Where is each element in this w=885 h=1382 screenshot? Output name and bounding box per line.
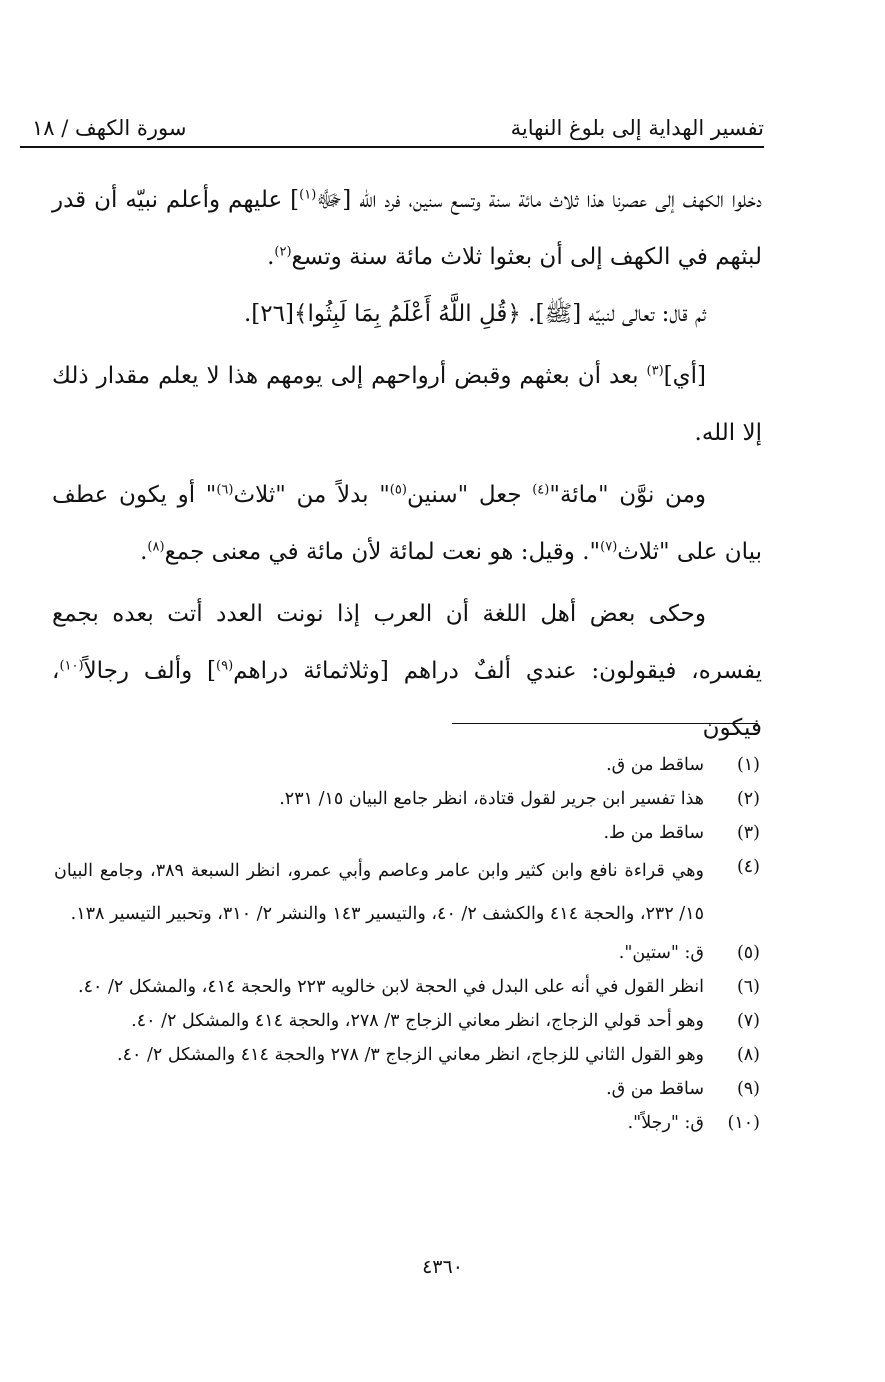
main-text (52, 172, 762, 757)
footnote-ref: (٨) (147, 539, 165, 555)
footnote-ref: (٥) (389, 482, 407, 498)
honorific-glyph: ﷺ (544, 301, 573, 327)
footnote-number: (٨) (736, 1045, 760, 1065)
footnote-item (54, 936, 760, 970)
footnote-text: وهو أحد قولي الزجاج، انظر معاني الزجاج ٣/ ٢٧٨، والحجة ٤١٤ والمشكل ٢/ ٤٠. (131, 1011, 704, 1031)
honorific-glyph: ﷻ (316, 187, 343, 213)
book-title: تفسير الهداية إلى بلوغ النهاية (510, 116, 764, 140)
footnote-separator (452, 723, 758, 724)
footnote-ref: (١) (299, 187, 317, 203)
footnote-number: (٧) (736, 1011, 760, 1031)
footnote-number: (٩) (736, 1079, 760, 1099)
footnote-number: (٤) (736, 857, 760, 877)
footnote-item (54, 748, 760, 782)
surah-label: سورة الكهف / ١٨ (32, 116, 187, 140)
footnotes (54, 748, 760, 1140)
paragraph-3: [أي]$^{(٣)}$ بعد أن بعثهم وقبض أرواحهم إلى يومهم هذا لا يعلم مقدار ذلك إلا الله. (52, 363, 762, 446)
footnote-ref: (٤) (532, 482, 550, 498)
footnote-number: (٢) (736, 789, 760, 809)
footnote-text: ساقط من ق. (606, 1079, 704, 1099)
footnote-item (54, 1004, 760, 1038)
footnote-item (54, 850, 760, 936)
page-number: ٤٣٦٠ (422, 1256, 463, 1278)
footnote-item (54, 782, 760, 816)
footnote-text: ساقط من ق. (606, 755, 704, 775)
paragraph-1: دخلوا الكهف إلى عصرنا هذا ثلاث مائة سنة وتسع سنين، فرد الله [ﷻ$^{(١)}$] عليهم وأعلم نبيّه أن قدر لبثهم في الكهف إلى أن بعثوا ثلاث مائة سنة وتسع$^{(٢)}$. (52, 187, 762, 270)
footnote-text: ق: "ستين". (618, 943, 704, 963)
footnote-item (54, 816, 760, 850)
footnote-text: وهو القول الثاني للزجاج، انظر معاني الزجاج ٣/ ٢٧٨ والحجة ٤١٤ والمشكل ٢/ ٤٠. (117, 1045, 704, 1065)
footnote-number: (٥) (736, 943, 760, 963)
footnote-ref: (١٠) (59, 658, 84, 674)
quran-verse: ﴿قُلِ اللَّهُ أَعْلَمُ بِمَا لَبِثُوا﴾ (294, 301, 521, 327)
footnote-item (54, 1072, 760, 1106)
paragraph-5: وحكى بعض أهل اللغة أن العرب إذا نونت العدد أتت بعده بجمع يفسره، فيقولون: عندي ألفٌ دراهم [وثلاثمائة دراهم$^{(٩)}$] وألف رجالاً$^{(١٠)}$، فيكون (52, 601, 762, 741)
footnote-ref: (٦) (216, 482, 234, 498)
paragraph-2: ثم قال: تعالى لنبيّه [ﷺ]. ﴿قُلِ اللَّهُ أَعْلَمُ بِمَا لَبِثُوا﴾[٢٦]. (244, 301, 706, 327)
footnote-ref: (٣) (646, 363, 664, 379)
footnote-ref: (٧) (600, 539, 618, 555)
footnote-item (54, 1106, 760, 1140)
running-header (32, 100, 764, 140)
footnote-number: (١) (736, 755, 760, 775)
footnote-ref: (٢) (274, 244, 292, 260)
footnote-number: (٣) (736, 823, 760, 843)
footnote-number: (٦) (736, 977, 760, 997)
footnote-item (54, 1038, 760, 1072)
footnote-text: وهي قراءة نافع وابن كثير وابن عامر وعاصم وأبي عمرو، انظر السبعة ٣٨٩، وجامع البيان ١٥/ ٢٣٢، والحجة ٤١٤ والكشف ٢/ ٤٠، والتيسير ١٤٣ والنشر ٢/ ٣١٠، وتحبير التيسير ١٣٨. (54, 861, 704, 924)
footnote-ref: (٩) (216, 658, 234, 674)
header-rule (20, 146, 764, 148)
paragraph-4: ومن نوَّن "مائة"$^{(٤)}$ جعل "سنين$^{(٥)}$" بدلاً من "ثلاث$^{(٦)}$" أو يكون عطف بيان على "ثلاث$^{(٧)}$". وقيل: هو نعت لمائة لأن مائة في معنى جمع$^{(٨)}$. (52, 482, 762, 565)
footnote-item (54, 970, 760, 1004)
footnote-text: ق: "رجلاً". (627, 1113, 704, 1133)
footnote-text: انظر القول في أنه على البدل في الحجة لابن خالويه ٢٢٣ والحجة ٤١٤، والمشكل ٢/ ٤٠. (77, 977, 704, 997)
footnote-text: ساقط من ط. (603, 823, 704, 843)
footnote-number: (١٠) (727, 1113, 760, 1133)
footnote-text: هذا تفسير ابن جرير لقول قتادة، انظر جامع البيان ١٥/ ٢٣١. (279, 789, 704, 809)
